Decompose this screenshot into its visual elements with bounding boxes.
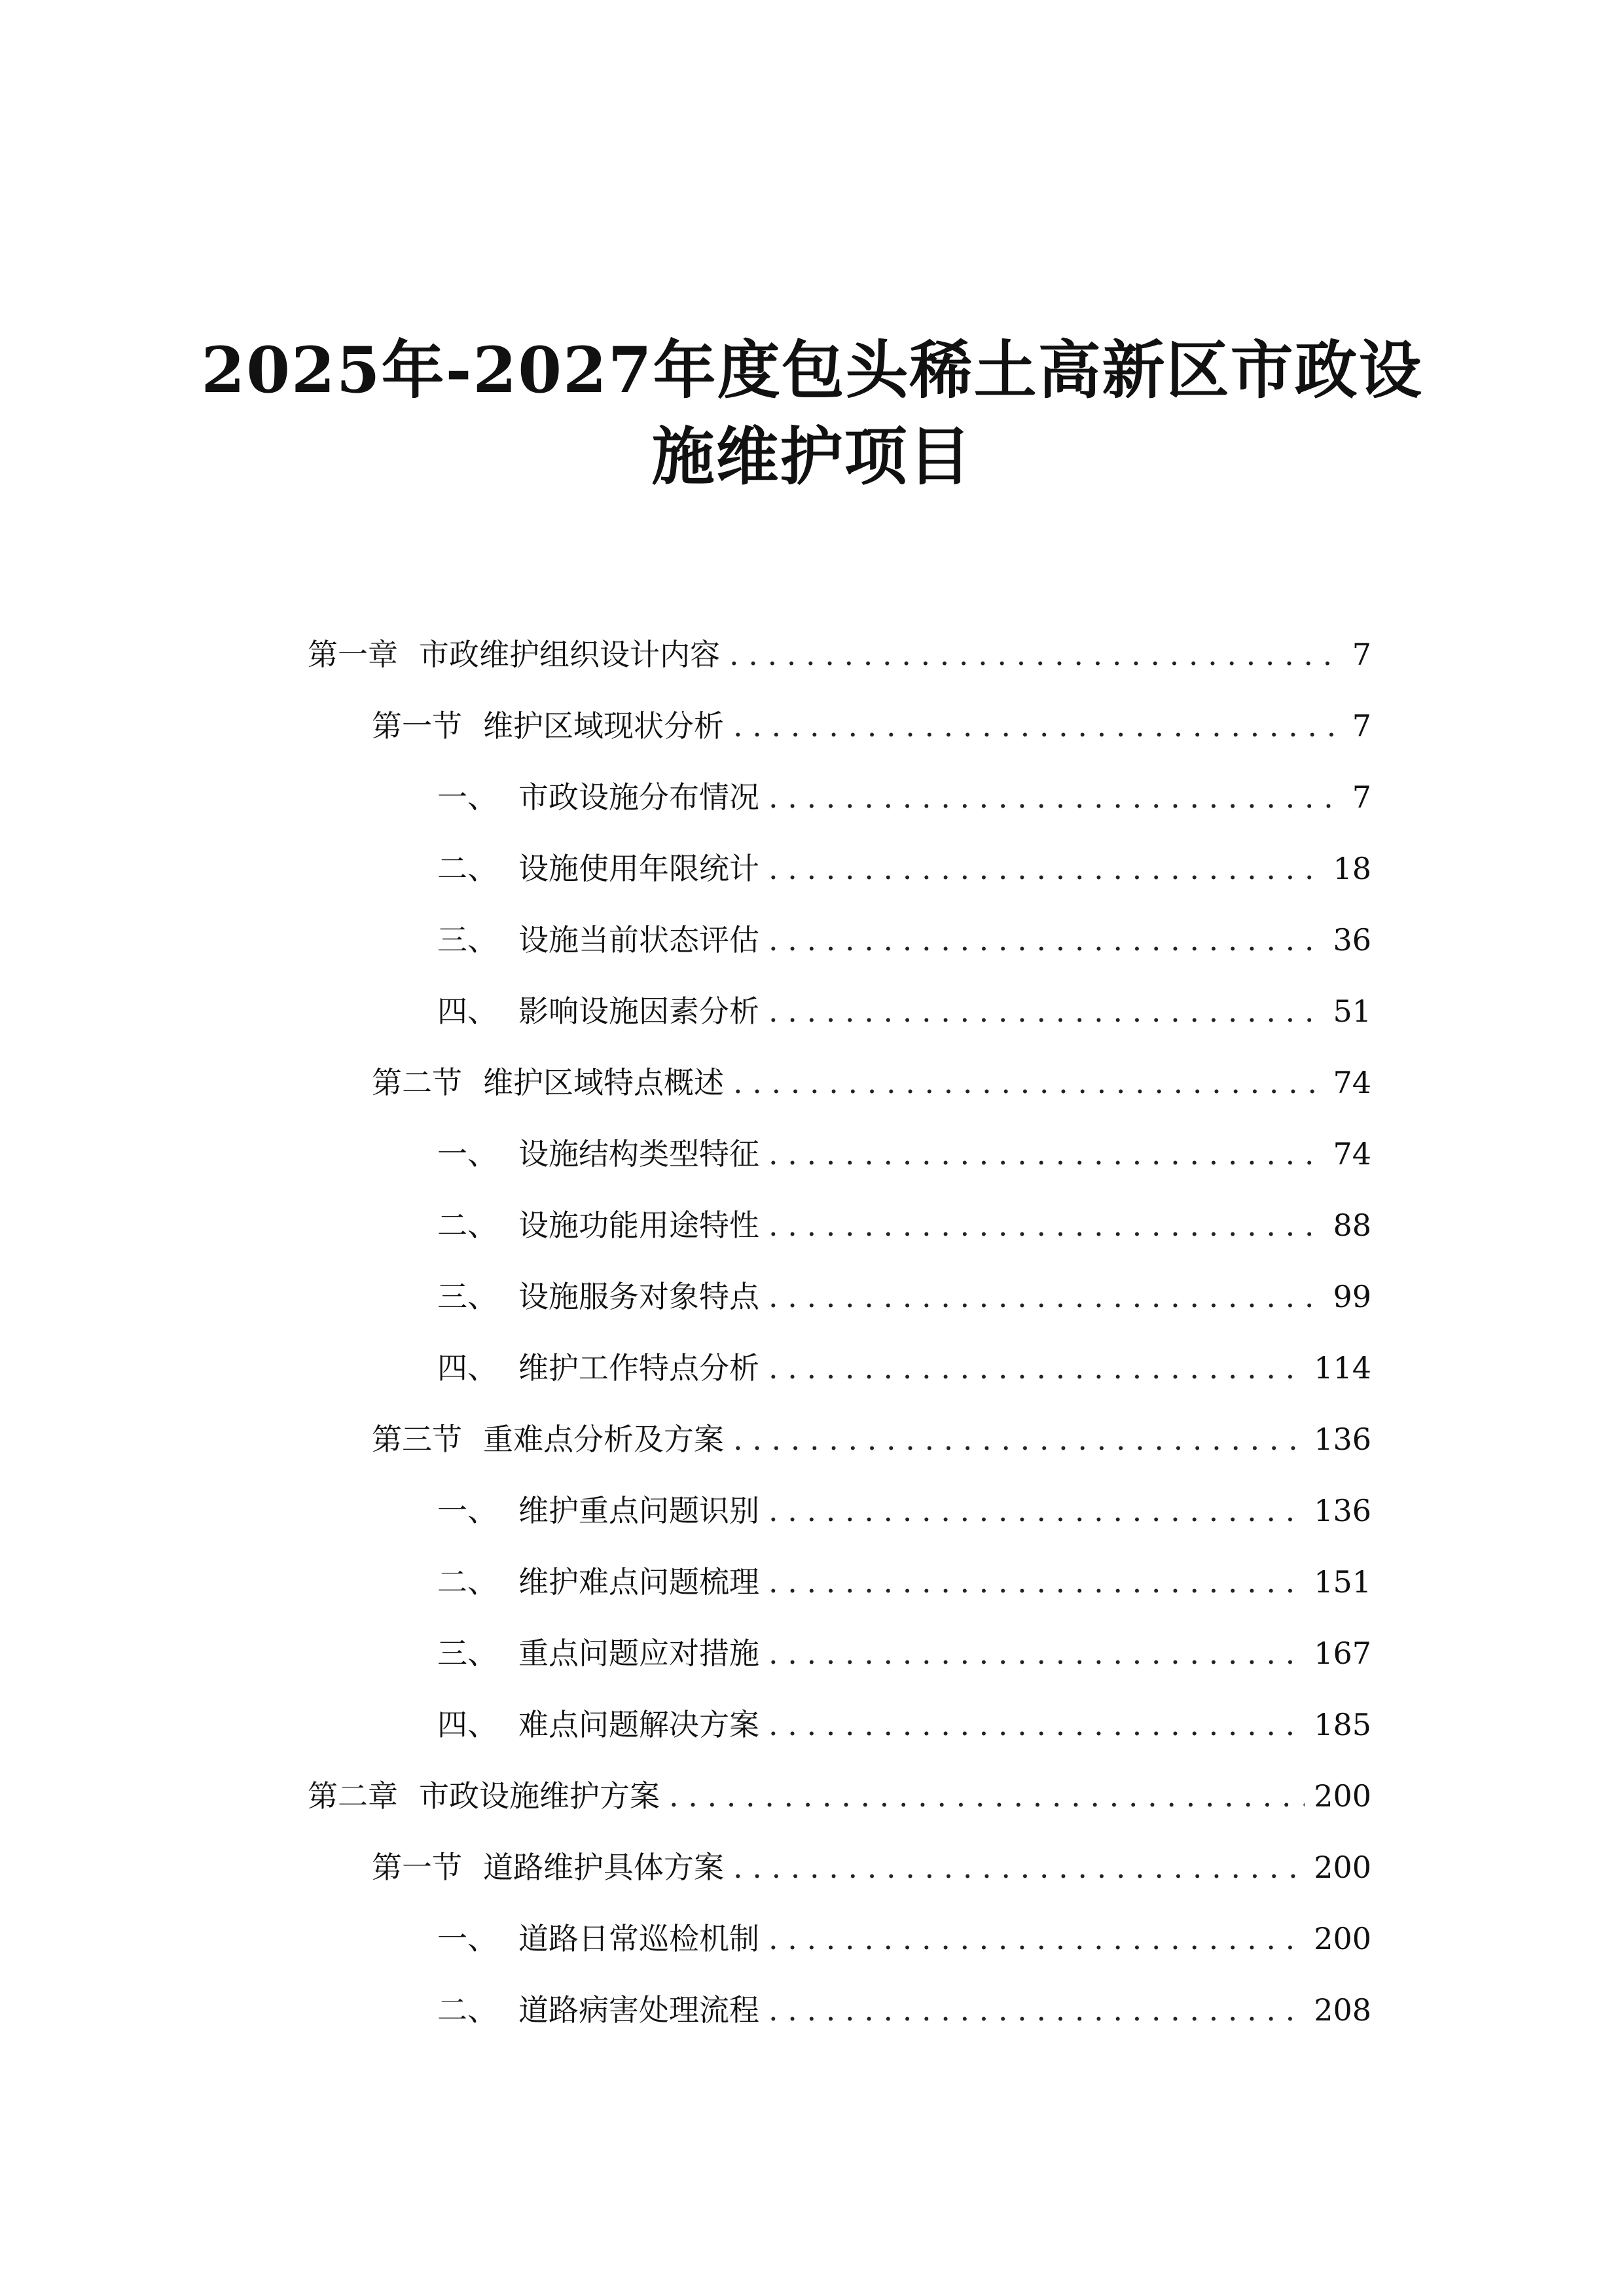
toc-entry[interactable] bbox=[437, 1702, 1371, 1748]
toc-entry-label: 设施服务对象特点 bbox=[518, 1279, 759, 1314]
toc-entry-number: 第三节 bbox=[372, 1422, 462, 1457]
toc-dot-leader bbox=[733, 1844, 1305, 1890]
toc-dot-leader bbox=[768, 1702, 1305, 1748]
toc-dot-leader bbox=[768, 846, 1324, 891]
toc-entry-number: 四、 bbox=[437, 1350, 497, 1386]
toc-entry[interactable] bbox=[437, 1488, 1371, 1534]
toc-entry-label: 维护重点问题识别 bbox=[518, 1493, 759, 1528]
toc-entry-label: 道路维护具体方案 bbox=[483, 1850, 724, 1885]
toc-entry-number: 二、 bbox=[437, 1992, 497, 2028]
toc-entry-label: 设施功能用途特性 bbox=[518, 1208, 759, 1243]
toc-entry-label: 设施使用年限统计 bbox=[518, 851, 759, 886]
toc-entry-label: 维护难点问题梳理 bbox=[518, 1564, 759, 1600]
toc-dot-leader bbox=[768, 1131, 1324, 1177]
toc-entry[interactable] bbox=[372, 1416, 1371, 1462]
toc-entry-label: 重点问题应对措施 bbox=[518, 1636, 759, 1671]
toc-entry-label: 市政设施维护方案 bbox=[419, 1778, 660, 1814]
toc-entry[interactable] bbox=[372, 1844, 1371, 1890]
toc-entry-page-number: 114 bbox=[1314, 1350, 1371, 1386]
toc-entry-page-number: 200 bbox=[1314, 1850, 1371, 1885]
toc-entry-page-number: 74 bbox=[1333, 1136, 1371, 1172]
toc-entry-page-number: 51 bbox=[1333, 994, 1371, 1029]
toc-entry[interactable] bbox=[437, 774, 1371, 820]
toc-entry-page-number: 7 bbox=[1352, 780, 1371, 815]
toc-dot-leader bbox=[768, 1345, 1305, 1391]
toc-dot-leader bbox=[733, 1060, 1324, 1105]
toc-entry[interactable] bbox=[437, 988, 1371, 1034]
toc-entry[interactable] bbox=[437, 1630, 1371, 1676]
toc-entry[interactable] bbox=[308, 632, 1371, 677]
toc-entry-number: 第一节 bbox=[372, 1850, 462, 1885]
toc-entry-page-number: 200 bbox=[1314, 1778, 1371, 1814]
toc-entry-label: 设施当前状态评估 bbox=[518, 922, 759, 958]
toc-entry[interactable] bbox=[437, 846, 1371, 891]
toc-entry-label: 设施结构类型特征 bbox=[518, 1136, 759, 1172]
toc-entry-label: 影响设施因素分析 bbox=[518, 994, 759, 1029]
toc-entry-page-number: 74 bbox=[1333, 1065, 1371, 1100]
toc-entry-page-number: 7 bbox=[1352, 637, 1371, 672]
toc-entry-number: 二、 bbox=[437, 1564, 497, 1600]
document-title bbox=[0, 327, 1624, 500]
toc-dot-leader bbox=[768, 774, 1343, 820]
toc-entry[interactable] bbox=[437, 917, 1371, 963]
toc-entry-label: 市政设施分布情况 bbox=[518, 780, 759, 815]
toc-entry-number: 第一章 bbox=[308, 637, 398, 672]
toc-dot-leader bbox=[768, 917, 1324, 963]
toc-entry[interactable] bbox=[437, 1274, 1371, 1319]
toc-entry-label: 市政维护组织设计内容 bbox=[419, 637, 720, 672]
toc-entry-number: 三、 bbox=[437, 922, 497, 958]
toc-entry-page-number: 18 bbox=[1333, 851, 1371, 886]
toc-entry-number: 三、 bbox=[437, 1636, 497, 1671]
toc-entry-label: 维护区域现状分析 bbox=[483, 708, 724, 744]
toc-dot-leader bbox=[768, 988, 1324, 1034]
toc-entry-number: 第二章 bbox=[308, 1778, 398, 1814]
toc-entry-label: 重难点分析及方案 bbox=[483, 1422, 724, 1457]
toc-entry-number: 一、 bbox=[437, 1136, 497, 1172]
toc-entry-number: 二、 bbox=[437, 1208, 497, 1243]
toc-entry-number: 一、 bbox=[437, 1493, 497, 1528]
toc-entry[interactable] bbox=[437, 1131, 1371, 1177]
toc-entry[interactable] bbox=[437, 1916, 1371, 1962]
toc-entry-number: 一、 bbox=[437, 780, 497, 815]
toc-entry[interactable] bbox=[437, 1987, 1371, 2033]
toc-entry-number: 第二节 bbox=[372, 1065, 462, 1100]
toc-dot-leader bbox=[768, 1559, 1305, 1605]
toc-entry[interactable] bbox=[372, 703, 1371, 749]
toc-dot-leader bbox=[768, 1274, 1324, 1319]
toc-entry[interactable] bbox=[437, 1559, 1371, 1605]
toc-dot-leader bbox=[768, 1916, 1305, 1962]
toc-entry-page-number: 136 bbox=[1314, 1422, 1371, 1457]
toc-entry[interactable] bbox=[308, 1773, 1371, 1819]
toc-entry-number: 二、 bbox=[437, 851, 497, 886]
toc-entry-page-number: 185 bbox=[1314, 1707, 1371, 1742]
toc-entry-page-number: 36 bbox=[1333, 922, 1371, 958]
toc-entry-label: 维护工作特点分析 bbox=[518, 1350, 759, 1386]
toc-entry-page-number: 208 bbox=[1314, 1992, 1371, 2028]
toc-dot-leader bbox=[733, 1416, 1305, 1462]
toc-dot-leader bbox=[768, 1202, 1324, 1248]
toc-entry-page-number: 167 bbox=[1314, 1636, 1371, 1671]
toc-entry-label: 道路病害处理流程 bbox=[518, 1992, 759, 2028]
toc-dot-leader bbox=[729, 632, 1343, 677]
toc-entry-number: 四、 bbox=[437, 1707, 497, 1742]
toc-dot-leader bbox=[669, 1773, 1305, 1819]
toc-entry-label: 道路日常巡检机制 bbox=[518, 1921, 759, 1956]
toc-entry-page-number: 151 bbox=[1314, 1564, 1371, 1600]
toc-entry-number: 第一节 bbox=[372, 708, 462, 744]
toc-dot-leader bbox=[768, 1630, 1305, 1676]
toc-entry-label: 难点问题解决方案 bbox=[518, 1707, 759, 1742]
toc-entry-page-number: 200 bbox=[1314, 1921, 1371, 1956]
toc-entry-number: 四、 bbox=[437, 994, 497, 1029]
toc-entry-number: 三、 bbox=[437, 1279, 497, 1314]
toc-dot-leader bbox=[768, 1488, 1305, 1534]
toc-entry-page-number: 88 bbox=[1333, 1208, 1371, 1243]
toc-entry-number: 一、 bbox=[437, 1921, 497, 1956]
toc-entry-page-number: 136 bbox=[1314, 1493, 1371, 1528]
toc-entry-page-number: 99 bbox=[1333, 1279, 1371, 1314]
toc-entry-page-number: 7 bbox=[1352, 708, 1371, 744]
toc-entry[interactable] bbox=[437, 1202, 1371, 1248]
title-line-2: 施维护项目 bbox=[651, 420, 973, 493]
toc-entry-label: 维护区域特点概述 bbox=[483, 1065, 724, 1100]
toc-dot-leader bbox=[733, 703, 1343, 749]
toc-entry[interactable] bbox=[437, 1345, 1371, 1391]
title-line-1: 2025年-2027年度包头稀土高新区市政设 bbox=[201, 333, 1423, 407]
toc-entry[interactable] bbox=[372, 1060, 1371, 1105]
toc-dot-leader bbox=[768, 1987, 1305, 2033]
